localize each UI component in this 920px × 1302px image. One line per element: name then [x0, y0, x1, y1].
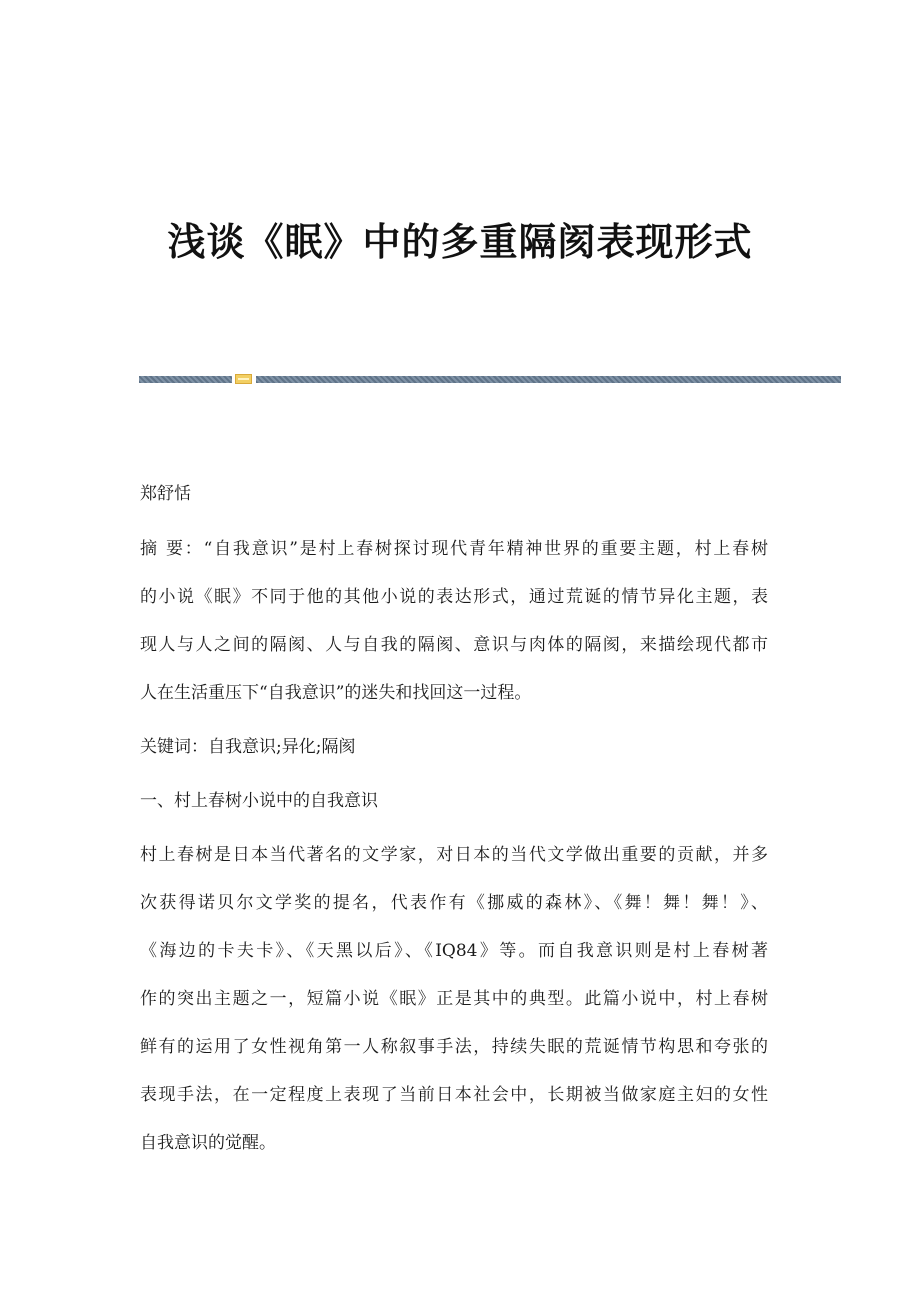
body-line: 村上春树是日本当代著名的文学家，对日本的当代文学做出重要的贡献，并多: [140, 845, 768, 865]
title-divider: [139, 374, 841, 384]
body-paragraph: [140, 831, 790, 1167]
keywords-line: 关键词：自我意识;异化;隔阂: [140, 737, 356, 757]
abstract-line: 人在生活重压下“自我意识”的迷失和找回这一过程。: [140, 683, 532, 703]
body-line: 作的突出主题之一，短篇小说《眠》正是其中的典型。此篇小说中，村上春树: [140, 989, 768, 1009]
body-line: 次获得诺贝尔文学奖的提名，代表作有《挪威的森林》、《舞！舞！舞！》、: [140, 893, 768, 913]
divider-bar-right: [256, 376, 841, 383]
abstract-line: 摘 要：“自我意识”是村上春树探讨现代青年精神世界的重要主题，村上春树: [140, 539, 768, 559]
body-line: 表现手法，在一定程度上表现了当前日本社会中，长期被当做家庭主妇的女性: [140, 1085, 768, 1105]
body-line: 《海边的卡夫卡》、《天黑以后》、《IQ84》等。而自我意识则是村上春树著: [140, 941, 768, 961]
divider-ornament-icon: [235, 374, 252, 384]
author-name: 郑舒恬: [140, 484, 191, 504]
document-title: 浅谈《眠》中的多重隔阂表现形式: [167, 219, 753, 264]
body-line: 鲜有的运用了女性视角第一人称叙事手法，持续失眠的荒诞情节构思和夸张的: [140, 1037, 768, 1057]
abstract-paragraph: [140, 525, 790, 717]
abstract-line: 的小说《眠》不同于他的其他小说的表达形式，通过荒诞的情节异化主题，表: [140, 587, 768, 607]
document-body: [140, 470, 790, 1167]
body-line: 自我意识的觉醒。: [140, 1133, 276, 1153]
divider-bar-left: [139, 376, 232, 383]
section-heading: 一、村上春树小说中的自我意识: [140, 791, 378, 811]
abstract-line: 现人与人之间的隔阂、人与自我的隔阂、意识与肉体的隔阂，来描绘现代都市: [140, 635, 768, 655]
